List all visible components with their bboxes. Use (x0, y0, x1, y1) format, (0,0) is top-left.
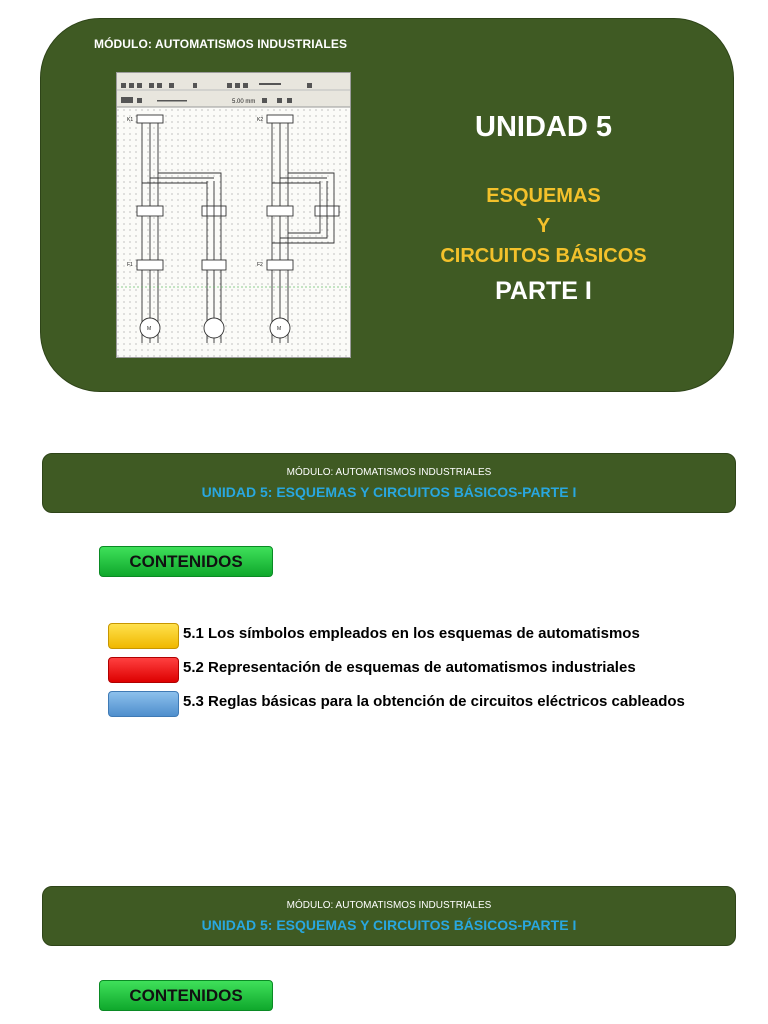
title-slide (40, 18, 734, 392)
banner-module: MÓDULO: AUTOMATISMOS INDUSTRIALES (286, 467, 492, 478)
diagram-label-k2: K2 (257, 117, 264, 123)
contents-button[interactable]: CONTENIDOS (99, 546, 273, 577)
banner-module: MÓDULO: AUTOMATISMOS INDUSTRIALES (286, 900, 492, 911)
red-swatch (108, 657, 179, 683)
circuit-diagram-screenshot (116, 72, 351, 358)
banner-title: UNIDAD 5: ESQUEMAS Y CIRCUITOS BÁSICOS-PARTE I (201, 917, 577, 933)
diagram-label-motor-2: M (277, 326, 282, 332)
yellow-swatch (108, 623, 179, 649)
diagram-label-f1: F1 (127, 262, 133, 268)
subtitle-line-3: CIRCUITOS BÁSICOS (440, 245, 647, 267)
banner-title: UNIDAD 5: ESQUEMAS Y CIRCUITOS BÁSICOS-PARTE I (201, 484, 577, 500)
subtitle-line-1: ESQUEMAS (486, 185, 601, 207)
blue-swatch (108, 691, 179, 717)
contents-item-label: 5.1 Los símbolos empleados en los esquemas de automatismos (183, 625, 640, 642)
contents-item-label: 5.2 Representación de esquemas de automatismos industriales (183, 659, 636, 676)
contents-item-label: 5.3 Reglas básicas para la obtención de circuitos eléctricos cableados (183, 693, 685, 710)
circuit-diagram-image (117, 73, 350, 357)
diagram-label-f2: F2 (257, 262, 263, 268)
contents-button[interactable]: CONTENIDOS (99, 980, 273, 1011)
diagram-label-motor-1: M (147, 326, 152, 332)
toolbar-scale: 5.00 mm (232, 99, 256, 105)
slide-banner (42, 886, 736, 946)
part-title: PARTE I (495, 277, 592, 305)
module-label: MÓDULO: AUTOMATISMOS INDUSTRIALES (94, 37, 348, 51)
unit-title: UNIDAD 5 (475, 111, 612, 143)
diagram-label-k1: K1 (127, 117, 134, 123)
slide-banner (42, 453, 736, 513)
unit-subtitle (431, 181, 656, 271)
subtitle-line-2: Y (536, 215, 551, 237)
